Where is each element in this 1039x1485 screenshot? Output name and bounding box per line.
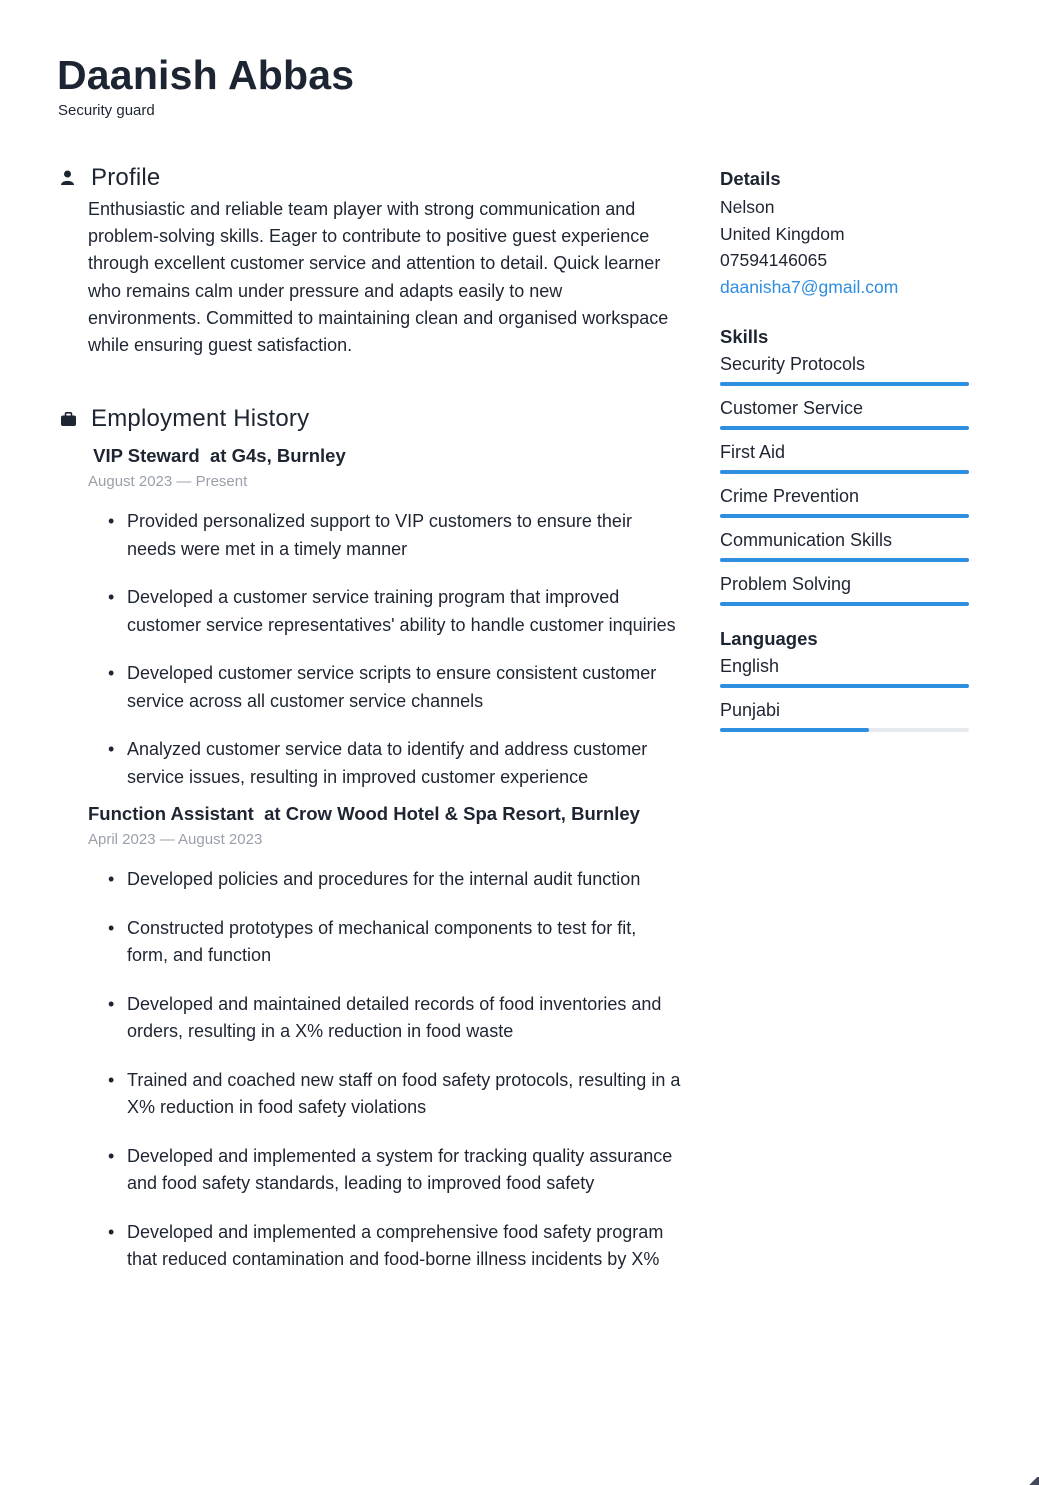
language-level-bar	[720, 684, 969, 688]
skill-label: Customer Service	[720, 398, 864, 418]
bullet-item	[88, 584, 682, 639]
language-level-bar	[720, 728, 969, 732]
languages-title: Languages	[720, 628, 818, 649]
page-corner-mark	[1025, 1477, 1039, 1485]
bullet-item	[88, 1143, 682, 1198]
profile-section	[58, 160, 678, 359]
bullet-item	[88, 1067, 682, 1122]
bullet-icon: •	[108, 587, 115, 608]
skill-label: Crime Prevention	[720, 486, 860, 506]
skill-item	[720, 352, 970, 386]
bullet-text: Developed and implemented a system for tracking quality assurance and food safety standards, leading to improved food safety	[127, 1145, 673, 1194]
skill-level-fill	[720, 602, 969, 606]
candidate-job-title: Security guard	[58, 102, 155, 119]
skill-level-bar	[720, 470, 969, 474]
person-icon	[58, 170, 91, 186]
details-title: Details	[720, 168, 781, 189]
details-country: United Kingdom	[720, 223, 845, 244]
details-section	[720, 168, 970, 300]
bullet-text: Provided personalized support to VIP customers to ensure their needs were met in a timely manner	[127, 511, 632, 559]
language-level-fill	[720, 684, 969, 688]
skill-item	[720, 396, 970, 430]
job-entry	[88, 445, 678, 791]
skill-item	[720, 440, 970, 474]
bullet-icon: •	[108, 1145, 115, 1166]
bullet-icon: •	[108, 739, 115, 760]
skills-title: Skills	[720, 326, 769, 347]
skill-item	[720, 572, 970, 606]
profile-text: Enthusiastic and reliable team player with strong communication and problem-solving skills. Eager to contribute to positive guest experience through excellent customer service and attention to detail. Quick learner who remains calm under pressure and adapts easily to new environments. Committed to maintaining clean and organised workspace while ensuring guest satisfaction.	[88, 199, 669, 356]
skill-level-fill	[720, 470, 969, 474]
job-title: VIP Steward at G4s, Burnley	[88, 445, 346, 467]
job-entry	[88, 803, 681, 1274]
bullet-text: Developed policies and procedures for the internal audit function	[127, 869, 641, 890]
employment-section	[58, 401, 681, 1274]
bullet-icon: •	[108, 917, 115, 938]
bullet-icon: •	[108, 663, 115, 684]
bullet-icon: •	[108, 1069, 115, 1090]
skill-level-fill	[720, 426, 969, 430]
bullet-text: Developed customer service scripts to ensure consistent customer service across all customer service channels	[127, 663, 657, 711]
bullet-item	[88, 736, 682, 791]
language-level-fill	[720, 728, 869, 732]
bullet-item	[88, 660, 682, 715]
job-bullets	[88, 508, 678, 791]
skills-section	[720, 326, 970, 606]
skill-level-bar	[720, 382, 969, 386]
bullet-text: Developed and maintained detailed records of food inventories and orders, resulting in a X% reduction in food waste	[127, 993, 662, 1042]
skill-label: Problem Solving	[720, 574, 852, 594]
job-dates: August 2023 — Present	[88, 473, 248, 491]
main-column	[58, 160, 681, 1295]
bullet-icon: •	[108, 869, 115, 890]
bullet-icon: •	[108, 511, 115, 532]
job-bullets	[88, 866, 681, 1274]
skill-level-bar	[720, 426, 969, 430]
language-item	[720, 654, 970, 688]
profile-heading	[58, 160, 678, 196]
skill-label: First Aid	[720, 442, 786, 462]
bullet-icon: •	[108, 1221, 115, 1242]
skill-level-bar	[720, 602, 969, 606]
skill-level-fill	[720, 558, 969, 562]
employment-heading	[58, 401, 678, 437]
bullet-item	[88, 991, 682, 1046]
bullet-item	[88, 915, 682, 970]
skill-label: Communication Skills	[720, 530, 893, 550]
details-email-link[interactable]: daanisha7@gmail.com	[720, 276, 899, 297]
language-label: English	[720, 656, 780, 676]
job-title: Function Assistant at Crow Wood Hotel & Spa Resort, Burnley	[88, 803, 640, 825]
profile-title: Profile	[91, 164, 161, 191]
language-label: Punjabi	[720, 700, 781, 720]
skill-item	[720, 484, 970, 518]
details-phone: 07594146065	[720, 250, 828, 270]
briefcase-icon	[58, 412, 91, 426]
bullet-text: Trained and coached new staff on food safety protocols, resulting in a X% reduction in food safety violations	[127, 1069, 681, 1118]
skill-item	[720, 528, 970, 562]
bullet-item	[88, 1219, 682, 1274]
skill-level-bar	[720, 558, 969, 562]
sidebar-column	[720, 168, 970, 758]
bullet-item	[88, 508, 682, 563]
bullet-item	[88, 866, 682, 894]
bullet-text: Analyzed customer service data to identify and address customer service issues, resulting in improved customer experience	[127, 739, 648, 787]
job-dates: April 2023 — August 2023	[88, 831, 263, 849]
details-city: Nelson	[720, 197, 775, 217]
language-item	[720, 698, 970, 732]
skill-level-bar	[720, 514, 969, 518]
bullet-text: Developed and implemented a comprehensive food safety program that reduced contamination and food-borne illness incidents by X%	[127, 1221, 664, 1270]
bullet-text: Constructed prototypes of mechanical components to test for fit, form, and function	[127, 917, 637, 966]
bullet-icon: •	[108, 993, 115, 1014]
skill-level-fill	[720, 514, 969, 518]
employment-title: Employment History	[91, 405, 310, 433]
skill-level-fill	[720, 382, 969, 386]
skill-label: Security Protocols	[720, 354, 866, 374]
bullet-text: Developed a customer service training program that improved customer service representatives' ability to handle customer inquiries	[127, 587, 676, 635]
languages-section	[720, 628, 970, 732]
candidate-name: Daanish Abbas	[57, 52, 355, 98]
